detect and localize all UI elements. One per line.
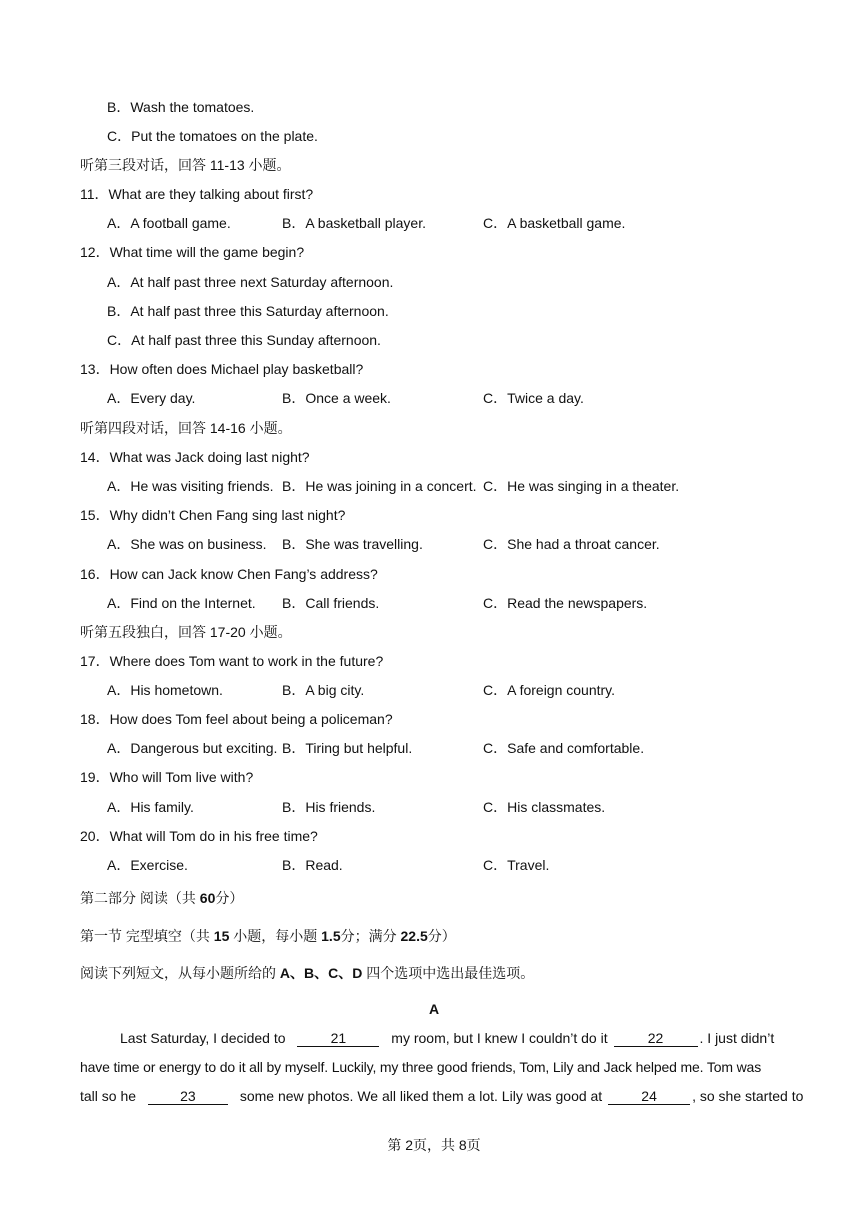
section-one-per-score: 1.5 <box>321 928 341 944</box>
part-two-heading <box>80 889 243 907</box>
passage-label: A <box>428 1001 440 1017</box>
instruction-options: A、B、C、D <box>279 965 363 981</box>
blank-24: 24 <box>608 1088 690 1105</box>
question-17: 17．Where does Tom want to work in the future? <box>80 653 384 669</box>
question-15-option-c: C．She had a throat cancer. <box>483 536 660 552</box>
passage-text: my room, but I knew I couldn’t do it <box>387 1030 612 1046</box>
question-16-option-b: B．Call friends. <box>282 595 380 611</box>
passage-text: Last Saturday, I decided to <box>120 1030 290 1046</box>
passage-line-3 <box>80 1087 804 1105</box>
question-13-option-a: A．Every day. <box>107 390 196 406</box>
question-20-option-c: C．Travel. <box>483 857 550 873</box>
passage-text: some new photos. We all liked them a lot. Lily was good at <box>235 1088 607 1104</box>
section-header: 听第四段对话，回答 14-16 小题。 <box>80 420 292 436</box>
question-18: 18．How does Tom feel about being a policeman? <box>80 711 393 727</box>
part-two-suffix: 分） <box>215 890 244 906</box>
question-14-option-b: B．He was joining in a concert. <box>282 478 477 494</box>
question-20-option-b: B．Read. <box>282 857 343 873</box>
question-12-option-c: C．At half past three this Sunday afternoon. <box>107 332 381 348</box>
question-18-option-b: B．Tiring but helpful. <box>282 740 413 756</box>
question-11-option-c: C．A basketball game. <box>483 215 626 231</box>
question-18-option-a: A．Dangerous but exciting. <box>107 740 278 756</box>
instruction <box>80 964 534 982</box>
question-12-option-b: B．At half past three this Saturday afternoon. <box>107 303 389 319</box>
question-13: 13．How often does Michael play basketball? <box>80 361 364 377</box>
part-two-prefix: 第二部分 阅读（共 <box>80 890 200 906</box>
instruction-text-2: 四个选项中选出最佳选项。 <box>362 965 535 981</box>
option-b: B．Wash the tomatoes. <box>107 99 255 115</box>
question-15-option-b: B．She was travelling. <box>282 536 423 552</box>
question-18-option-c: C．Safe and comfortable. <box>483 740 645 756</box>
question-17-option-c: C．A foreign country. <box>483 682 616 698</box>
question-12: 12．What time will the game begin? <box>80 244 305 260</box>
question-17-option-b: B．A big city. <box>282 682 365 698</box>
section-one-heading <box>80 927 456 945</box>
section-one-text-2: 小题，每小题 <box>229 928 322 944</box>
passage-text: have time or energy to do it all by myself. Luckily, my three good friends, Tom, Lily and Jack helped me. Tom was <box>80 1059 762 1075</box>
question-15: 15．Why didn’t Chen Fang sing last night? <box>80 507 346 523</box>
question-16-option-a: A．Find on the Internet. <box>107 595 256 611</box>
question-11: 11．What are they talking about first? <box>80 186 314 202</box>
question-14: 14．What was Jack doing last night? <box>80 449 310 465</box>
question-17-option-a: A．His hometown. <box>107 682 223 698</box>
blank-21: 21 <box>297 1030 379 1047</box>
question-19: 19．Who will Tom live with? <box>80 769 254 785</box>
passage-line-2 <box>80 1058 796 1076</box>
section-one-text-1: 第一节 完型填空（共 <box>80 928 214 944</box>
page-footer: 第 2页，共 8页 <box>387 1137 481 1153</box>
question-19-option-c: C．His classmates. <box>483 799 606 815</box>
question-16-option-c: C．Read the newspapers. <box>483 595 648 611</box>
question-13-option-b: B．Once a week. <box>282 390 391 406</box>
blank-23: 23 <box>148 1088 228 1105</box>
section-one-text-3: 分；满分 <box>340 928 401 944</box>
question-11-option-b: B．A basketball player. <box>282 215 426 231</box>
question-16: 16．How can Jack know Chen Fang’s address? <box>80 566 378 582</box>
section-one-text-4: 分） <box>427 928 456 944</box>
passage-text: . I just didn’t <box>699 1030 775 1046</box>
question-15-option-a: A．She was on business. <box>107 536 267 552</box>
passage-text: , so she started to <box>692 1088 804 1104</box>
section-one-count: 15 <box>213 928 230 944</box>
question-14-option-a: A．He was visiting friends. <box>107 478 274 494</box>
passage-text: tall so he <box>80 1088 140 1104</box>
question-19-option-a: A．His family. <box>107 799 194 815</box>
question-20-option-a: A．Exercise. <box>107 857 188 873</box>
section-header: 听第五段独白，回答 17-20 小题。 <box>80 624 292 640</box>
instruction-text-1: 阅读下列短文，从每小题所给的 <box>80 965 280 981</box>
part-two-score: 60 <box>199 890 216 906</box>
question-11-option-a: A．A football game. <box>107 215 231 231</box>
passage-line-1 <box>80 1029 796 1047</box>
question-12-option-a: A．At half past three next Saturday afternoon. <box>107 274 394 290</box>
section-header: 听第三段对话，回答 11-13 小题。 <box>80 157 291 173</box>
question-20: 20．What will Tom do in his free time? <box>80 828 318 844</box>
question-19-option-b: B．His friends. <box>282 799 376 815</box>
question-13-option-c: C．Twice a day. <box>483 390 584 406</box>
blank-22: 22 <box>614 1030 698 1047</box>
option-c: C．Put the tomatoes on the plate. <box>107 128 318 144</box>
question-14-option-c: C．He was singing in a theater. <box>483 478 680 494</box>
section-one-total: 22.5 <box>400 928 428 944</box>
